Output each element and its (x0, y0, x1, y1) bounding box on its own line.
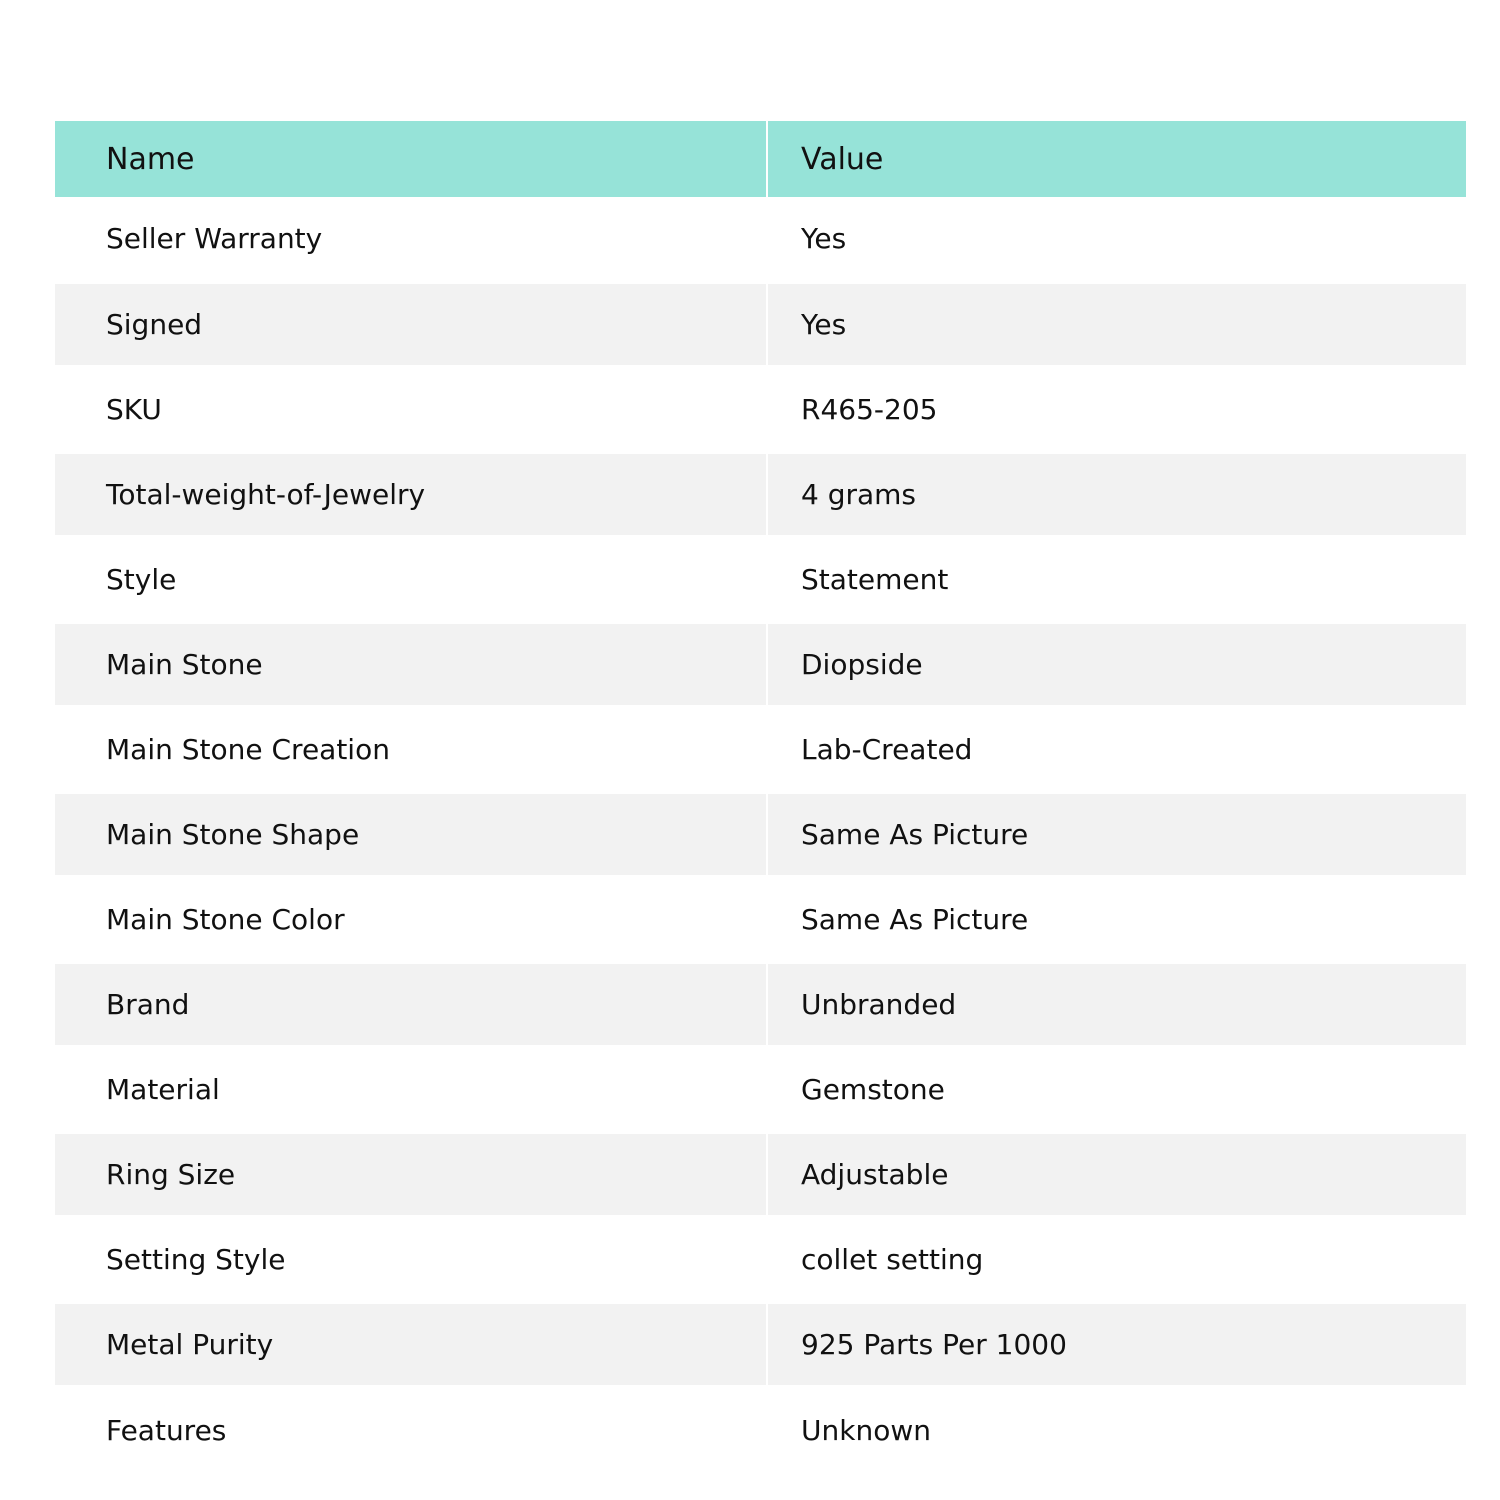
table-body (55, 197, 1466, 1472)
column-header-name: Name (55, 121, 767, 197)
row-value-cell: Unknown (767, 1387, 1466, 1472)
row-value-cell: Unbranded (767, 962, 1466, 1047)
table-row (55, 282, 1466, 367)
table-row (55, 1047, 1466, 1132)
row-name-cell: Main Stone Creation (55, 707, 767, 792)
table-row (55, 1217, 1466, 1302)
row-name-cell: Ring Size (55, 1132, 767, 1217)
row-name-cell: Setting Style (55, 1217, 767, 1302)
table-row (55, 877, 1466, 962)
row-name-cell: Signed (55, 282, 767, 367)
row-value-cell: 4 grams (767, 452, 1466, 537)
table-header (55, 121, 1466, 197)
table-row (55, 622, 1466, 707)
table-row (55, 707, 1466, 792)
table-row (55, 367, 1466, 452)
header-row (55, 121, 1466, 197)
table-row (55, 537, 1466, 622)
row-value-cell: Yes (767, 197, 1466, 282)
row-value-cell: Lab-Created (767, 707, 1466, 792)
row-name-cell: Seller Warranty (55, 197, 767, 282)
table-row (55, 1132, 1466, 1217)
row-value-cell: Statement (767, 537, 1466, 622)
table-row (55, 197, 1466, 282)
table-row (55, 1302, 1466, 1387)
specifications-table (55, 121, 1466, 1472)
row-value-cell: 925 Parts Per 1000 (767, 1302, 1466, 1387)
table-row (55, 792, 1466, 877)
row-value-cell: Yes (767, 282, 1466, 367)
row-name-cell: Metal Purity (55, 1302, 767, 1387)
row-value-cell: R465-205 (767, 367, 1466, 452)
row-value-cell: Adjustable (767, 1132, 1466, 1217)
table-row (55, 1387, 1466, 1472)
row-value-cell: Same As Picture (767, 877, 1466, 962)
row-name-cell: Features (55, 1387, 767, 1472)
row-name-cell: Brand (55, 962, 767, 1047)
row-name-cell: Style (55, 537, 767, 622)
table-row (55, 962, 1466, 1047)
table-row (55, 452, 1466, 537)
row-name-cell: Total-weight-of-Jewelry (55, 452, 767, 537)
row-name-cell: Main Stone Shape (55, 792, 767, 877)
row-value-cell: collet setting (767, 1217, 1466, 1302)
row-value-cell: Gemstone (767, 1047, 1466, 1132)
row-name-cell: SKU (55, 367, 767, 452)
row-name-cell: Main Stone (55, 622, 767, 707)
row-name-cell: Material (55, 1047, 767, 1132)
column-header-value: Value (801, 141, 884, 177)
row-name-cell: Main Stone Color (55, 877, 767, 962)
row-value-cell: Same As Picture (767, 792, 1466, 877)
row-value-cell: Diopside (767, 622, 1466, 707)
